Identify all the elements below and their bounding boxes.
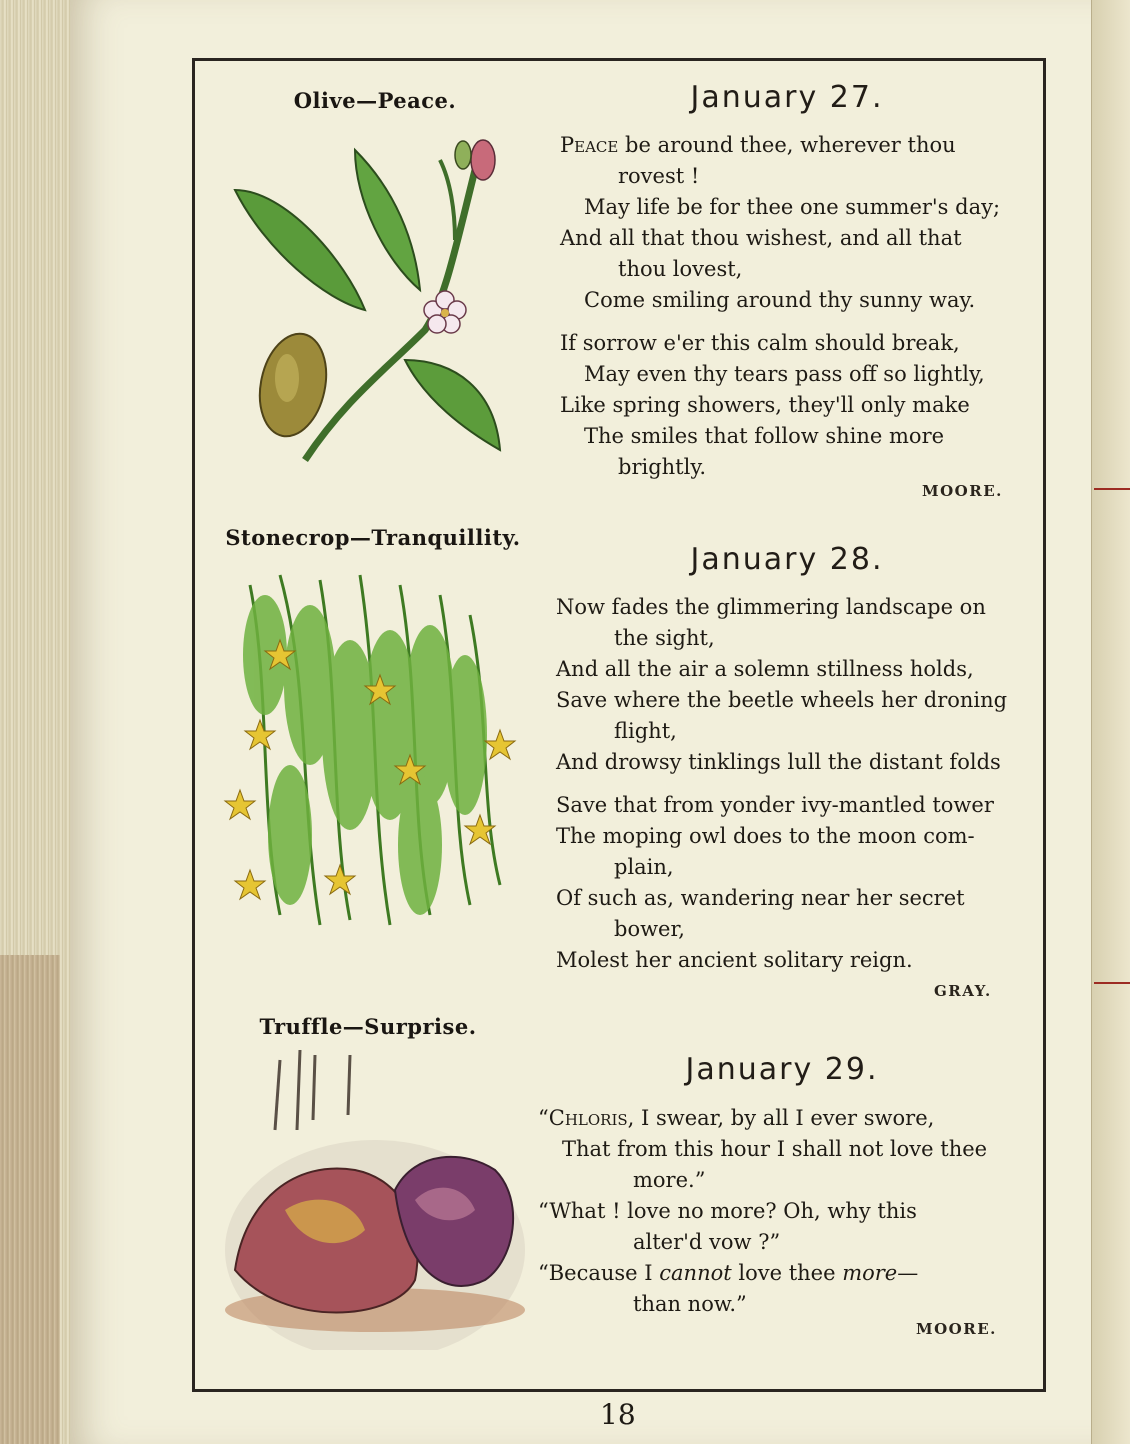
poem-line: than now.”	[633, 1292, 747, 1316]
olive-illustration	[215, 130, 535, 470]
poem-line: flight,	[614, 719, 677, 743]
date-january-29: January 29.	[685, 1052, 879, 1087]
poem-line: “What ! love no more? Oh, why this	[538, 1199, 917, 1223]
poem-line: brightly.	[618, 455, 707, 479]
truffle-illustration	[205, 1050, 535, 1350]
poem-line: plain,	[614, 855, 674, 879]
poem-line: And drowsy tinklings lull the distant folds	[556, 750, 1001, 774]
poem-line: “Because I	[538, 1261, 660, 1285]
poem-line: May even thy tears pass off so lightly,	[584, 362, 985, 386]
poem-line: cannot	[659, 1261, 732, 1285]
red-mark	[1094, 488, 1130, 490]
date-january-28: January 28.	[690, 542, 884, 577]
poem-line: That from this hour I shall not love thee	[562, 1137, 988, 1161]
poem-line: Molest her ancient solitary reign.	[556, 948, 913, 972]
poem-line: alter'd vow ?”	[633, 1230, 781, 1254]
poem-line: Save where the beetle wheels her droning	[556, 688, 1008, 712]
poem-january-27	[560, 130, 1000, 483]
stonecrop-illustration	[220, 565, 530, 935]
author-moore: MOORE.	[922, 482, 1003, 500]
author-moore: MOORE.	[916, 1320, 997, 1338]
page-number: 18	[600, 1398, 636, 1431]
caption-stonecrop: Stonecrop—Tranquillity.	[225, 525, 521, 550]
poem-line: Of such as, wandering near her secret	[556, 886, 965, 910]
poem-january-29	[538, 1103, 987, 1320]
poem-line: —	[897, 1261, 919, 1285]
poem-line: , I swear, by all I ever swore,	[627, 1106, 935, 1130]
page-edges-lower	[0, 955, 60, 1444]
red-mark	[1094, 982, 1130, 984]
poem-line: rovest !	[618, 164, 700, 188]
poem-line: more.”	[633, 1168, 706, 1192]
poem-line: more	[842, 1261, 898, 1285]
poem-january-28	[556, 592, 1007, 976]
poem-line: Now fades the glimmering landscape on	[556, 595, 986, 619]
caption-truffle: Truffle—Surprise.	[259, 1014, 477, 1039]
poem-line: Peace	[560, 133, 619, 157]
poem-line: Chloris	[548, 1106, 628, 1130]
poem-line: bower,	[614, 917, 685, 941]
poem-line: Come smiling around thy sunny way.	[584, 288, 976, 312]
poem-line: the sight,	[614, 626, 715, 650]
poem-line: thou lovest,	[618, 257, 743, 281]
caption-olive: Olive—Peace.	[293, 88, 457, 113]
poem-line: And all that thou wishest, and all that	[560, 226, 962, 250]
poem-line: “	[538, 1106, 549, 1130]
author-gray: GRAY.	[934, 982, 992, 1000]
poem-line: be around thee, wherever thou	[618, 133, 956, 157]
facing-page-edge	[1091, 0, 1130, 1444]
poem-line: May life be for thee one summer's day;	[584, 195, 1001, 219]
date-january-27: January 27.	[690, 80, 884, 115]
poem-line: If sorrow e'er this calm should break,	[560, 331, 960, 355]
poem-line: Like spring showers, they'll only make	[560, 393, 970, 417]
poem-line: Save that from yonder ivy-mantled tower	[556, 793, 994, 817]
poem-line: The smiles that follow shine more	[584, 424, 945, 448]
poem-line: love thee	[731, 1261, 843, 1285]
poem-line: And all the air a solemn stillness holds,	[556, 657, 974, 681]
poem-line: The moping owl does to the moon com-	[556, 824, 975, 848]
